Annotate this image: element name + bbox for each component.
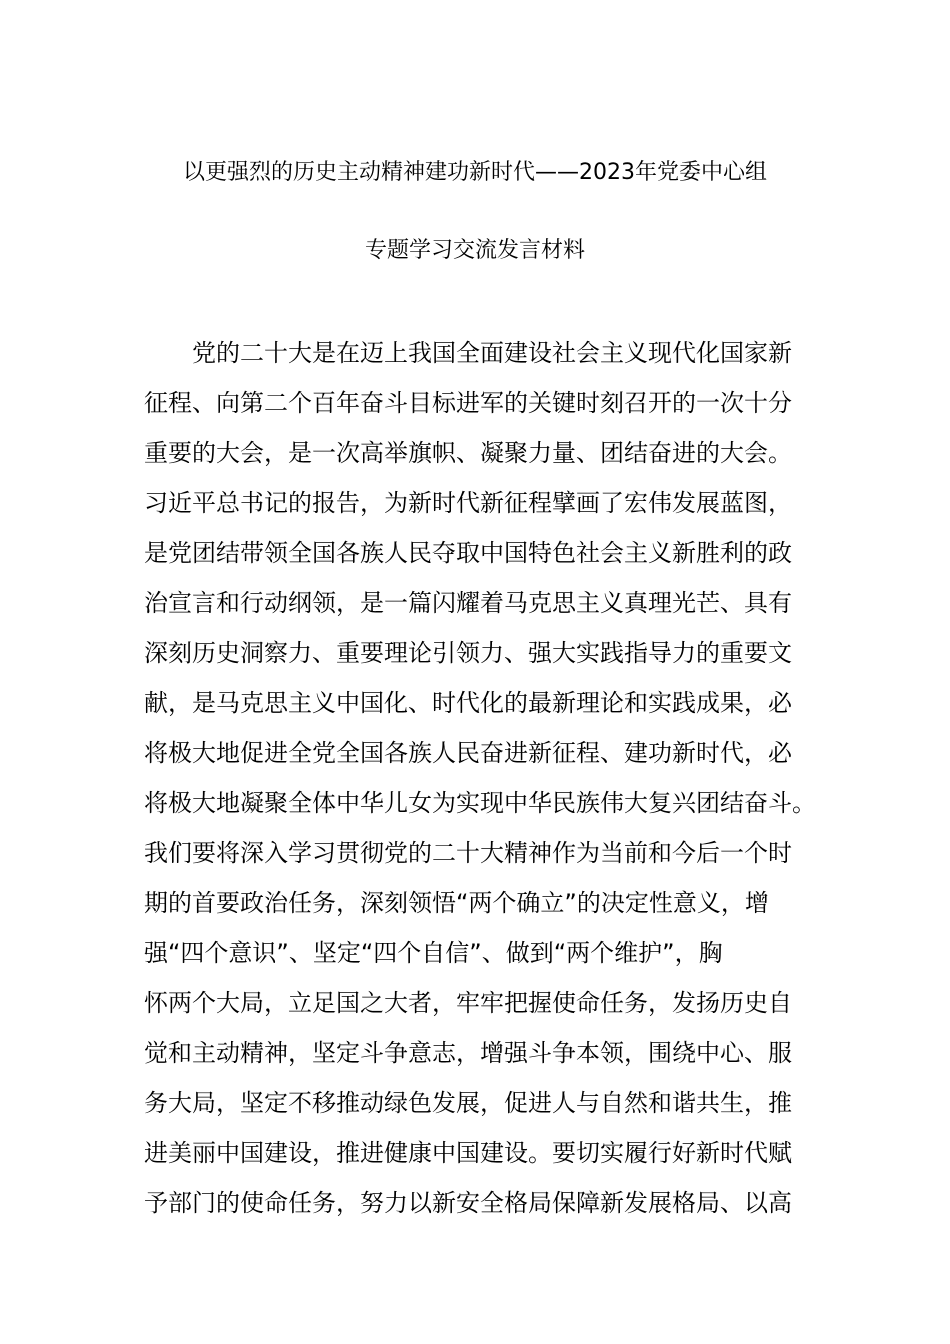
body-line: 予部门的使命任务，努力以新安全格局保障新发展格局、以高 — [144, 1189, 792, 1217]
document-title-line-1: 以更强烈的历史主动精神建功新时代——2023年党委中心组 — [183, 160, 767, 185]
body-line: 务大局，坚定不移推动绿色发展，促进人与自然和谐共生，推 — [144, 1089, 792, 1117]
body-line: 习近平总书记的报告，为新时代新征程擘画了宏伟发展蓝图， — [144, 489, 792, 517]
body-line: 期的首要政治任务，深刻领悟“两个确立”的决定性意义，增 — [144, 889, 769, 917]
body-line: 深刻历史洞察力、重要理论引领力、强大实践指导力的重要文 — [144, 639, 792, 667]
body-line: 强“四个意识”、坚定“四个自信”、做到“两个维护”，胸 — [144, 939, 723, 967]
body-line: 怀两个大局，立足国之大者，牢牢把握使命任务，发扬历史自 — [144, 989, 792, 1017]
body-line: 觉和主动精神，坚定斗争意志，增强斗争本领，围绕中心、服 — [144, 1039, 792, 1067]
body-line: 将极大地促进全党全国各族人民奋进新征程、建功新时代，必 — [144, 739, 792, 767]
body-line: 党的二十大是在迈上我国全面建设社会主义现代化国家新 — [144, 339, 792, 367]
body-line: 是党团结带领全国各族人民夺取中国特色社会主义新胜利的政 — [144, 539, 792, 567]
body-line: 征程、向第二个百年奋斗目标进军的关键时刻召开的一次十分 — [144, 389, 792, 417]
body-line: 我们要将深入学习贯彻党的二十大精神作为当前和今后一个时 — [144, 839, 792, 867]
body-line: 重要的大会，是一次高举旗帜、凝聚力量、团结奋进的大会。 — [144, 439, 792, 467]
body-line: 献，是马克思主义中国化、时代化的最新理论和实践成果，必 — [144, 689, 792, 717]
body-line: 进美丽中国建设，推进健康中国建设。要切实履行好新时代赋 — [144, 1139, 792, 1167]
body-line: 治宣言和行动纲领，是一篇闪耀着马克思主义真理光芒、具有 — [144, 589, 792, 617]
document-title-line-2: 专题学习交流发言材料 — [364, 238, 585, 263]
body-line: 将极大地凝聚全体中华儿女为实现中华民族伟大复兴团结奋斗。 — [144, 789, 816, 817]
